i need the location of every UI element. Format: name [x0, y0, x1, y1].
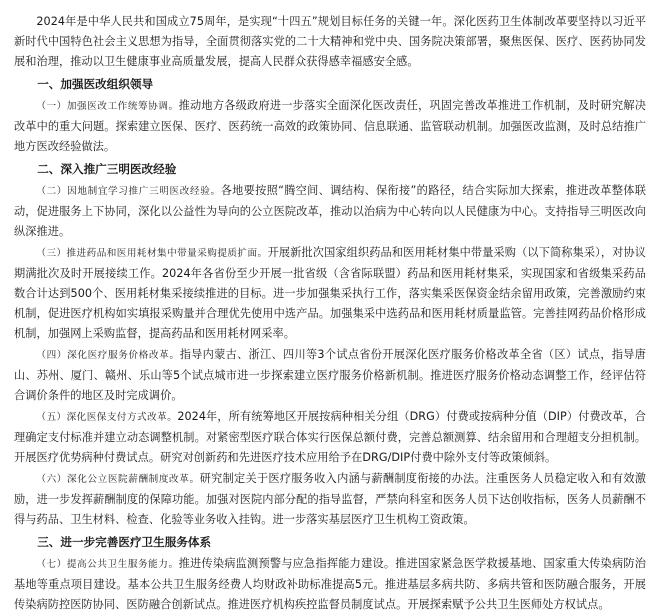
paragraph-text: 各地要按照“腾空间、调结构、保衔接”的路径，结合实际加大探索，推进改革整体联动，促进服务上下协同，深化以公益性为导向的公立医院改革，推动以治病为中心转向以人民健康为中心。支持指导三明医改向纵深推进。	[14, 184, 646, 238]
paragraph-4	[14, 345, 646, 406]
paragraph-lead: （二）因地制宜学习推广三明医改经验。	[36, 186, 221, 197]
paragraph-text: 研究制定关于医疗服务收入内涵与薪酬制度衔接的办法。注重医务人员稳定收入和有效激励，进一步发挥薪酬制度的保障功能。加强对医院内部分配的指导监督，严禁向科室和医务人员下达创收指标，医务人员薪酬不得与药品、卫生材料、检查、化验等业务收入挂钩。进一步落实基层医疗卫生机构工资政策。	[14, 472, 647, 526]
paragraph-2	[14, 181, 646, 242]
section-heading: 三、进一步完善医疗卫生服务体系	[37, 535, 212, 549]
section-heading: 二、深入推广三明医改经验	[37, 162, 177, 176]
paragraph-text: 推动地方各级政府进一步落实全面深化医改责任，巩固完善改革推进工作机制，及时研究解决改革中的重大问题。探索建立医保、医疗、医药统一高效的政策协同、信息联通、监管联动机制。加强医改监测，及时总结推广地方医改经验做法。	[14, 99, 646, 153]
paragraph-text: 开展新批次国家组织药品和医用耗材集中带量采购（以下简称集采），对协议期满批次及时开展接续工作。2024年各省份至少开展一批省级（含省际联盟）药品和医用耗材集采，实现国家和省级集采药品数合计达到500个、医用耗材集采接续推进的目标。进一步加强集采执行工作，落实集采医保资金结余留用政策，完善激励约束机制，促进医疗机构如实填报采购量并合理优先使用中选产品。加强集采中选药品和医用耗材质量监管。完善挂网药品价格形成机制，加强网上采购监督，提高药品和医用耗材网采率。	[14, 246, 646, 340]
paragraph-lead: （七）提高公共卫生服务能力。	[36, 559, 179, 570]
intro-paragraph: 2024年是中华人民共和国成立75周年，是实现“十四五”规划目标任务的关键一年。深化医药卫生体制改革要坚持以习近平新时代中国特色社会主义思想为指导，全面贯彻落实党的二十大精神和党中央、国务院决策部署，聚焦医保、医疗、医药协同发展和治理，推动以卫生健康事业高质量发展，提高人民群众获得感幸福感安全感。	[14, 15, 646, 68]
paragraph-1	[14, 96, 646, 157]
paragraph-lead: （三）推进药品和医用耗材集中带量采购提质扩面。	[36, 248, 268, 259]
paragraph-text: 2024年，所有统筹地区开展按病种相关分组（DRG）付费或按病种分值（DIP）付费改革，合理确定支付标准并建立动态调整机制。对紧密型医疗联合体实行医保总额付费，完善总额测算、结余留用和合理超支分担机制。开展医疗优势病种付费试点。研究对创新药和先进医疗技术应用给予在DRG/DIP付费中除外支付等政策倾斜。	[14, 410, 646, 464]
paragraph-7	[14, 554, 646, 615]
paragraph-lead: （五）深化医保支付方式改革。	[36, 412, 178, 423]
paragraph-3	[14, 243, 646, 344]
paragraph-lead: （六）深化公立医院薪酬制度改革。	[36, 474, 200, 485]
paragraph-6	[14, 469, 646, 530]
paragraph-5	[14, 407, 646, 468]
paragraph-text: 指导内蒙古、浙江、四川等3个试点省份开展深化医疗服务价格改革全省（区）试点，指导唐山、苏州、厦门、赣州、乐山等5个试点城市进一步探索建立医疗服务价格新机制。推进医疗服务价格动态调整工作，经评估符合调价条件的地区及时完成调价。	[14, 348, 646, 402]
paragraph-lead: （一）加强医改工作统筹协调。	[36, 101, 179, 112]
paragraph-lead: （四）深化医疗服务价格改革。	[36, 350, 180, 361]
section-heading: 一、加强医改组织领导	[37, 77, 154, 91]
paragraph-text: 推进传染病监测预警与应急指挥能力建设。推进国家紧急医学救援基地、国家重大传染病防治基地等重点项目建设。基本公共卫生服务经费人均财政补助标准提高5元。推进基层多病共防、多病共管和医防融合服务，开展传染病防控医防协同、医防融合创新试点。推进医疗机构疾控监督员制度试点。开展探索赋予公共卫生医师处方权试点。	[14, 557, 646, 611]
